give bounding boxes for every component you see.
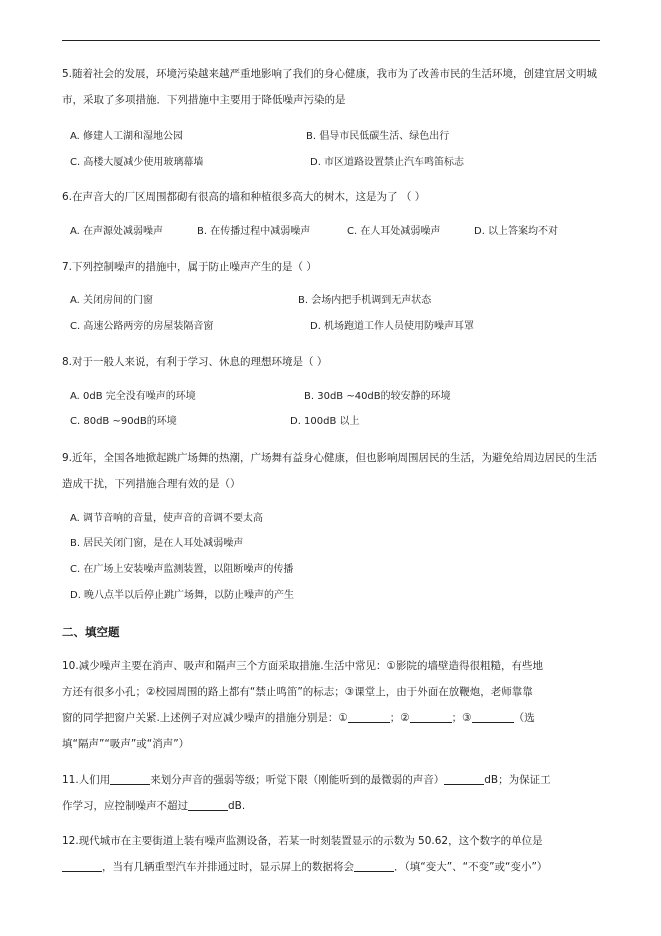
- question-9-option-b-row: [70, 534, 600, 554]
- answer-blank-3[interactable]: [472, 710, 514, 723]
- question-10: [62, 653, 602, 757]
- question-9-option-a: A. 调节音响的音量，使声音的音调不要太高: [70, 513, 264, 524]
- section-heading-fill-in: 二、填空题: [62, 625, 120, 639]
- question-11-line-1-middle: 来划分声音的强弱等级；听觉下限（刚能听到的最微弱的声音）: [150, 774, 445, 786]
- question-5-options-row-1: [70, 127, 600, 147]
- question-5-option-a: A. 修建人工湖和湿地公园: [70, 131, 184, 142]
- question-10-line-2: 方还有很多小孔；②校园周围的路上都有“禁止鸣笛”的标志；③课堂上，由于外面在放鞭炮，老师靠靠: [62, 686, 533, 698]
- question-12-line-2-end: ．（填“变大”、“不变”或“变小”）: [394, 861, 548, 873]
- question-7-option-a: A. 关闭房间的门窗: [70, 295, 154, 306]
- question-11: [62, 767, 602, 819]
- question-8-stem: 8.对于一般人来说，有利于学习、休息的理想环境是（ ）: [62, 356, 328, 368]
- question-11-line-2-start: 作学习，应控制噪声不超过: [62, 800, 188, 812]
- question-11-line-1-end: dB；为保证工: [484, 774, 551, 786]
- question-7-option-c: C. 高速公路两旁的房屋装隔音窗: [70, 321, 214, 332]
- question-9-option-a-row: [70, 509, 600, 529]
- question-10-line-1: 10.减少噪声主要在消声、吸声和隔声三个方面采取措施.生活中常见：①影院的墙壁造得很粗糙，有些地: [62, 660, 543, 672]
- header-rule: [62, 40, 600, 41]
- question-11-line-2: [62, 793, 602, 819]
- question-8-option-b: B. 30dB ~40dB的较安静的环境: [304, 391, 451, 402]
- question-11-line-1-start: 11.人们用: [62, 774, 111, 786]
- question-8-option-c: C. 80dB ~90dB的环境: [70, 416, 177, 427]
- question-8-option-d: D. 100dB 以上: [290, 416, 360, 427]
- question-6-option-d: D. 以上答案均不对: [474, 226, 559, 237]
- question-9-option-d: D. 晚八点半以后停止跳广场舞，以防止噪声的产生: [70, 590, 295, 601]
- question-5-stem: 5.随着社会的发展，环境污染越来越严重地影响了我们的身心健康，我市为了改善市民的生活环境，创建宜居文明城市，采取了多项措施．下列措施中主要用于降低噪声污染的是: [62, 68, 598, 106]
- answer-blank-2[interactable]: [410, 710, 452, 723]
- question-8-options-row-2: [70, 412, 600, 432]
- question-6-option-b: B. 在传播过程中减弱噪声: [197, 226, 311, 237]
- question-10-marker-2: ；②: [389, 712, 410, 724]
- question-5-option-d: D. 市区道路设置禁止汽车鸣笛标志: [310, 157, 465, 168]
- answer-blank-5[interactable]: [444, 772, 484, 785]
- question-5-option-b: B. 倡导市民低碳生活、绿色出行: [306, 131, 450, 142]
- question-7-option-d: D. 机场跑道工作人员使用防噪声耳罩: [310, 321, 475, 332]
- question-7-stem: 7.下列控制噪声的措施中，属于防止噪声产生的是（ ）: [62, 261, 317, 273]
- question-12: [62, 828, 602, 880]
- question-12-line-1: 12.现代城市在主要街道上装有噪声监测设备，若某一时刻装置显示的示数为 50.62，这个数字的单位是: [62, 835, 543, 847]
- question-6-options-row: [70, 222, 600, 242]
- question-7-options-row-1: [70, 291, 600, 311]
- question-9-option-c: C. 在广场上安装噪声监测装置，以阻断噪声的传播: [70, 564, 294, 575]
- answer-blank-6[interactable]: [188, 798, 228, 811]
- question-11-line-2-end: dB.: [228, 800, 246, 812]
- question-10-line-3: [62, 705, 602, 731]
- question-12-line-2: [62, 854, 602, 880]
- question-9-option-b: B. 居民关闭门窗，是在人耳处减弱噪声: [70, 538, 244, 549]
- question-10-line-3-start: 窗的同学把窗户关紧.上述例子对应减少噪声的措施分别是：①: [62, 712, 348, 724]
- question-10-line-3-end: （选: [513, 712, 535, 724]
- question-12-line-2-middle: ，当有几辆重型汽车并排通过时，显示屏上的数据将会: [102, 861, 354, 873]
- question-6-option-a: A. 在声源处减弱噪声: [70, 226, 164, 237]
- answer-blank-7[interactable]: [62, 859, 102, 872]
- question-8-option-a: A. 0dB 完全没有噪声的环境: [70, 391, 196, 402]
- answer-blank-8[interactable]: [354, 859, 394, 872]
- question-10-marker-3: ；③: [451, 712, 472, 724]
- question-6-option-c: C. 在人耳处减弱噪声: [347, 226, 441, 237]
- question-10-line-4: 填“隔声”“吸声”或“消声”）: [62, 738, 190, 750]
- question-9-option-c-row: [70, 560, 600, 580]
- question-7-option-b: B. 会场内把手机调到无声状态: [298, 295, 432, 306]
- question-5-options-row-2: [70, 153, 600, 173]
- question-6-stem: 6.在声音大的厂区周围都砌有很高的墙和种植很多高大的树木，这是为了 （ ）: [62, 191, 426, 203]
- question-7-options-row-2: [70, 317, 600, 337]
- question-9-stem: 9.近年，全国各地掀起跳广场舞的热潮，广场舞有益身心健康，但也影响周围居民的生活，为避免给周边居民的生活造成干扰，下列措施合理有效的是（）: [62, 452, 598, 490]
- question-9-option-d-row: [70, 586, 600, 606]
- question-5-option-c: C. 高楼大厦减少使用玻璃幕墙: [70, 157, 204, 168]
- answer-blank-1[interactable]: [348, 710, 390, 723]
- question-8-options-row-1: [70, 387, 600, 407]
- answer-blank-4[interactable]: [110, 772, 150, 785]
- question-11-line-1: [62, 767, 602, 793]
